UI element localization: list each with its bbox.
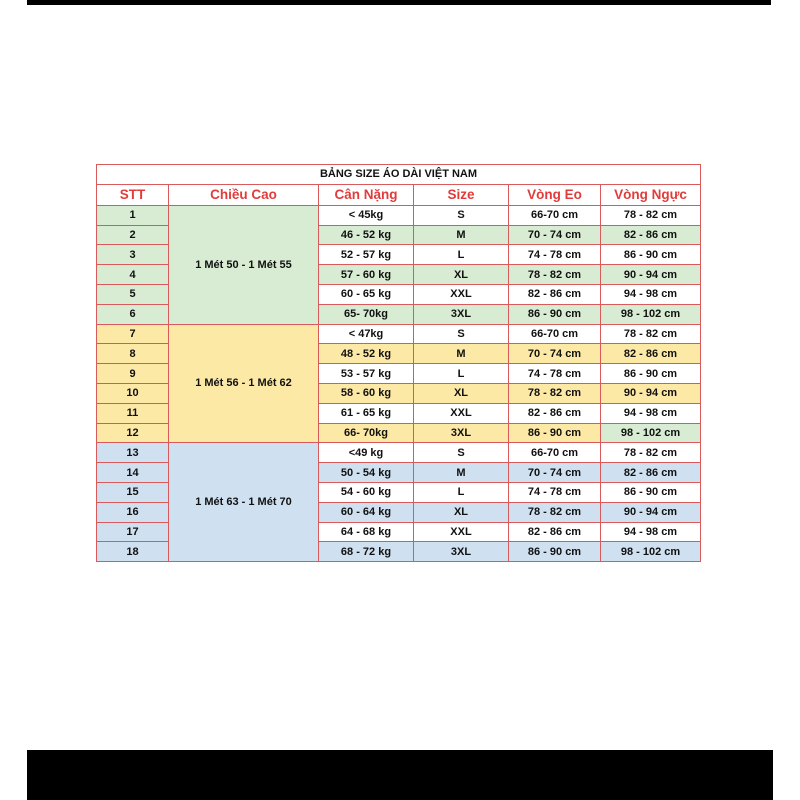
weight-cell: 64 - 68 kg	[319, 522, 414, 542]
waist-cell: 74 - 78 cm	[509, 482, 601, 502]
size-chart-table	[96, 164, 701, 562]
weight-cell: 68 - 72 kg	[319, 542, 414, 562]
chest-cell: 78 - 82 cm	[601, 443, 701, 463]
size-cell: XL	[414, 265, 509, 285]
header-stt: STT	[97, 184, 169, 205]
chest-cell: 86 - 90 cm	[601, 245, 701, 265]
stt-cell: 16	[97, 502, 169, 522]
size-cell: 3XL	[414, 304, 509, 324]
chest-cell: 98 - 102 cm	[601, 423, 701, 443]
waist-cell: 78 - 82 cm	[509, 502, 601, 522]
table-row	[97, 205, 701, 225]
stt-cell: 7	[97, 324, 169, 344]
stt-cell: 3	[97, 245, 169, 265]
weight-cell: < 45kg	[319, 205, 414, 225]
size-cell: S	[414, 443, 509, 463]
weight-cell: 60 - 64 kg	[319, 502, 414, 522]
waist-cell: 82 - 86 cm	[509, 522, 601, 542]
stt-cell: 4	[97, 265, 169, 285]
weight-cell: 46 - 52 kg	[319, 225, 414, 245]
table-row	[97, 324, 701, 344]
chest-cell: 82 - 86 cm	[601, 344, 701, 364]
size-cell: XL	[414, 383, 509, 403]
top-black-bar	[27, 0, 771, 5]
chest-cell: 78 - 82 cm	[601, 205, 701, 225]
table-title: BẢNG SIZE ÁO DÀI VIỆT NAM	[97, 165, 701, 185]
waist-cell: 70 - 74 cm	[509, 225, 601, 245]
weight-cell: <49 kg	[319, 443, 414, 463]
chest-cell: 82 - 86 cm	[601, 463, 701, 483]
waist-cell: 66-70 cm	[509, 205, 601, 225]
waist-cell: 70 - 74 cm	[509, 463, 601, 483]
size-cell: L	[414, 482, 509, 502]
chest-cell: 98 - 102 cm	[601, 304, 701, 324]
chest-cell: 94 - 98 cm	[601, 522, 701, 542]
chest-cell: 86 - 90 cm	[601, 364, 701, 384]
size-cell: XXL	[414, 284, 509, 304]
chest-cell: 98 - 102 cm	[601, 542, 701, 562]
weight-cell: 53 - 57 kg	[319, 364, 414, 384]
stt-cell: 18	[97, 542, 169, 562]
header-chest: Vòng Ngực	[601, 184, 701, 205]
waist-cell: 66-70 cm	[509, 443, 601, 463]
weight-cell: 66- 70kg	[319, 423, 414, 443]
size-cell: S	[414, 205, 509, 225]
chest-cell: 90 - 94 cm	[601, 383, 701, 403]
waist-cell: 66-70 cm	[509, 324, 601, 344]
weight-cell: 57 - 60 kg	[319, 265, 414, 285]
waist-cell: 74 - 78 cm	[509, 364, 601, 384]
waist-cell: 86 - 90 cm	[509, 304, 601, 324]
chest-cell: 94 - 98 cm	[601, 284, 701, 304]
chest-cell: 90 - 94 cm	[601, 502, 701, 522]
weight-cell: 65- 70kg	[319, 304, 414, 324]
waist-cell: 86 - 90 cm	[509, 423, 601, 443]
height-range-cell: 1 Mét 63 - 1 Mét 70	[169, 443, 319, 562]
stt-cell: 1	[97, 205, 169, 225]
stt-cell: 10	[97, 383, 169, 403]
stt-cell: 12	[97, 423, 169, 443]
stt-cell: 14	[97, 463, 169, 483]
table-row	[97, 443, 701, 463]
weight-cell: < 47kg	[319, 324, 414, 344]
weight-cell: 61 - 65 kg	[319, 403, 414, 423]
chest-cell: 82 - 86 cm	[601, 225, 701, 245]
size-cell: L	[414, 245, 509, 265]
stt-cell: 17	[97, 522, 169, 542]
chest-cell: 86 - 90 cm	[601, 482, 701, 502]
weight-cell: 60 - 65 kg	[319, 284, 414, 304]
header-size: Size	[414, 184, 509, 205]
stt-cell: 8	[97, 344, 169, 364]
stt-cell: 15	[97, 482, 169, 502]
header-row	[97, 184, 701, 205]
height-range-cell: 1 Mét 50 - 1 Mét 55	[169, 205, 319, 324]
stt-cell: 13	[97, 443, 169, 463]
size-cell: XXL	[414, 522, 509, 542]
waist-cell: 74 - 78 cm	[509, 245, 601, 265]
size-cell: 3XL	[414, 542, 509, 562]
chest-cell: 78 - 82 cm	[601, 324, 701, 344]
size-cell: XL	[414, 502, 509, 522]
chest-cell: 90 - 94 cm	[601, 265, 701, 285]
size-cell: M	[414, 225, 509, 245]
header-height: Chiều Cao	[169, 184, 319, 205]
height-range-cell: 1 Mét 56 - 1 Mét 62	[169, 324, 319, 443]
chest-cell: 94 - 98 cm	[601, 403, 701, 423]
stt-cell: 11	[97, 403, 169, 423]
header-weight: Cân Nặng	[319, 184, 414, 205]
size-cell: L	[414, 364, 509, 384]
size-cell: 3XL	[414, 423, 509, 443]
stt-cell: 5	[97, 284, 169, 304]
waist-cell: 70 - 74 cm	[509, 344, 601, 364]
stt-cell: 6	[97, 304, 169, 324]
waist-cell: 86 - 90 cm	[509, 542, 601, 562]
stt-cell: 2	[97, 225, 169, 245]
weight-cell: 50 - 54 kg	[319, 463, 414, 483]
weight-cell: 52 - 57 kg	[319, 245, 414, 265]
header-waist: Vòng Eo	[509, 184, 601, 205]
waist-cell: 82 - 86 cm	[509, 403, 601, 423]
waist-cell: 82 - 86 cm	[509, 284, 601, 304]
weight-cell: 54 - 60 kg	[319, 482, 414, 502]
stt-cell: 9	[97, 364, 169, 384]
size-cell: M	[414, 344, 509, 364]
size-cell: M	[414, 463, 509, 483]
waist-cell: 78 - 82 cm	[509, 383, 601, 403]
weight-cell: 48 - 52 kg	[319, 344, 414, 364]
size-cell: S	[414, 324, 509, 344]
waist-cell: 78 - 82 cm	[509, 265, 601, 285]
weight-cell: 58 - 60 kg	[319, 383, 414, 403]
size-cell: XXL	[414, 403, 509, 423]
bottom-black-bar	[27, 750, 773, 800]
